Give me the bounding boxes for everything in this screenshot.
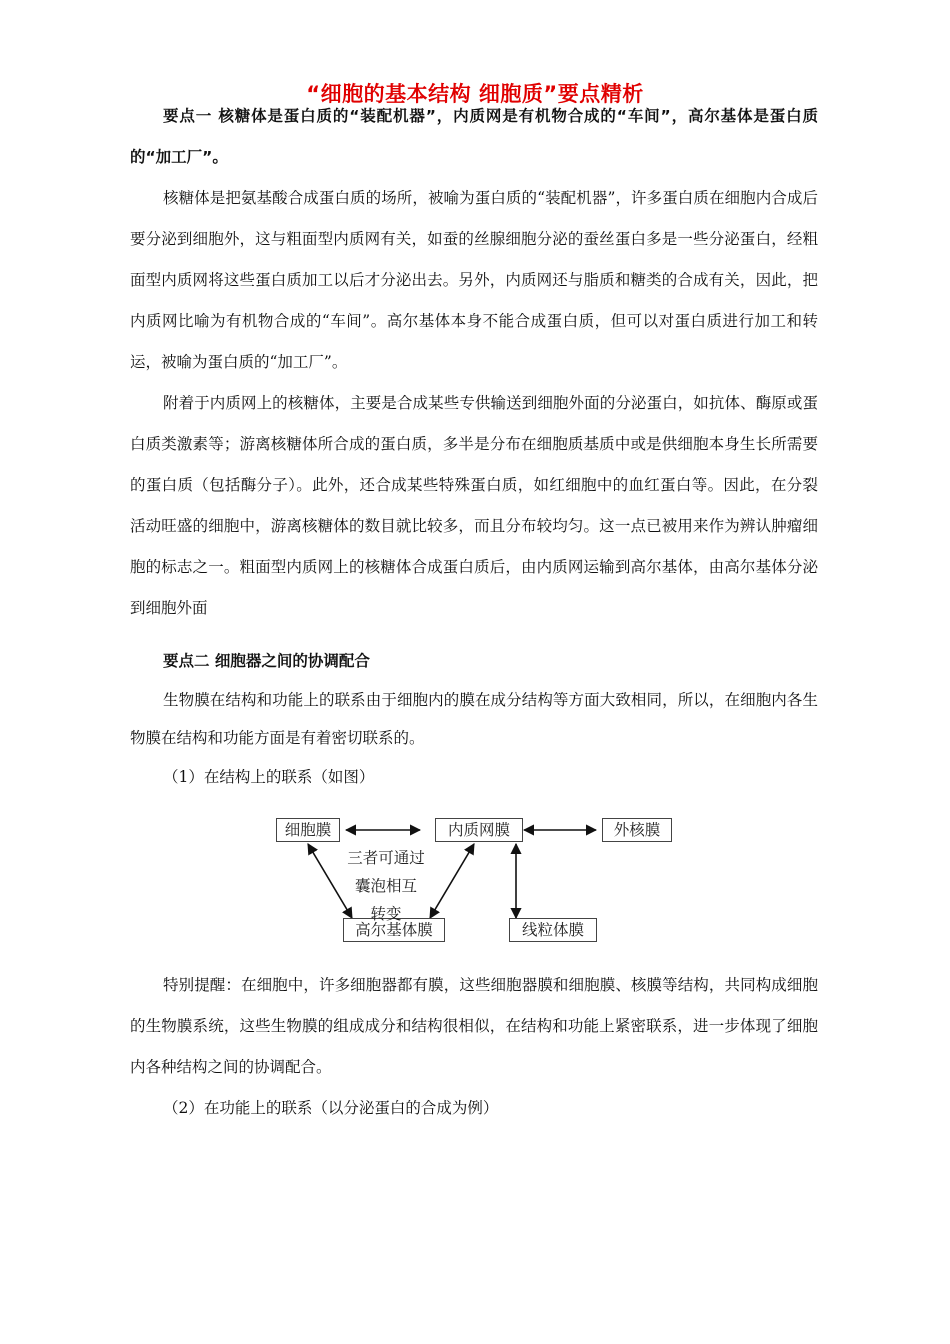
point-one-section xyxy=(130,96,818,629)
point-one-heading: 要点一 核糖体是蛋白质的“装配机器”，内质网是有机物合成的“车间”，高尔基体是蛋白质的“加工厂”。 xyxy=(130,107,818,166)
cell-membrane-box: 细胞膜 xyxy=(276,818,340,842)
special-reminder-paragraph: 特别提醒：在细胞中，许多细胞器都有膜，这些细胞器膜和细胞膜、核膜等结构，共同构成细胞的生物膜系统，这些生物膜的组成成分和结构很相似，在结构和功能上紧密联系，进一步体现了细胞内各种结构之间的协调配合。 xyxy=(130,976,818,1076)
vesicle-note-line-2: 囊泡相互 xyxy=(354,877,417,895)
point-one-paragraph-1: 核糖体是把氨基酸合成蛋白质的场所，被喻为蛋白质的“装配机器”，许多蛋白质在细胞内合成后要分泌到细胞外，这与粗面型内质网有关，如蚕的丝腺细胞分泌的蚕丝蛋白多是一些分泌蛋白，经粗面型内质网将这些蛋白质加工以后才分泌出去。另外，内质网还与脂质和糖类的合成有关，因此，把内质网比喻为有机物合成的“车间”。高尔基体本身不能合成蛋白质，但可以对蛋白质进行加工和转运，被喻为蛋白质的“加工厂”。 xyxy=(130,189,818,371)
point-two-continued xyxy=(130,965,818,1129)
vesicle-note xyxy=(338,844,434,928)
functional-link-subheading: （2）在功能上的联系（以分泌蛋白的合成为例） xyxy=(163,1099,499,1117)
point-two-heading: 要点二 细胞器之间的协调配合 xyxy=(163,652,370,670)
golgi-membrane-box: 高尔基体膜 xyxy=(343,918,445,942)
er-membrane-box: 内质网膜 xyxy=(435,818,523,842)
point-one-paragraph-2: 附着于内质网上的核糖体，主要是合成某些专供输送到细胞外面的分泌蛋白，如抗体、酶原或蛋白质类激素等；游离核糖体所合成的蛋白质，多半是分布在细胞质基质中或是供细胞本身生长所需要的蛋白质（包括酶分子）。此外，还合成某些特殊蛋白质，如红细胞中的血红蛋白等。因此，在分裂活动旺盛的细胞中，游离核糖体的数目就比较多，而且分布较均匀。这一点已被用来作为辨认肿瘤细胞的标志之一。粗面型内质网上的核糖体合成蛋白质后，由内质网运输到高尔基体，由高尔基体分泌到细胞外面 xyxy=(130,394,818,617)
vesicle-note-line-3: 转变 xyxy=(370,905,402,923)
mitochondria-membrane-box: 线粒体膜 xyxy=(509,918,597,942)
page-title: “细胞的基本结构 细胞质”要点精析 xyxy=(306,82,644,106)
point-two-paragraph-1: 生物膜在结构和功能上的联系由于细胞内的膜在成分结构等方面大致相同，所以，在细胞内各生物膜在结构和功能方面是有着密切联系的。 xyxy=(130,691,818,747)
structural-link-subheading: （1）在结构上的联系（如图） xyxy=(163,768,375,786)
point-two-section xyxy=(130,641,818,797)
vesicle-note-line-1: 三者可通过 xyxy=(347,849,425,867)
arrow-er-golgi xyxy=(430,844,474,918)
nuclear-outer-membrane-box: 外核膜 xyxy=(602,818,672,842)
membrane-relation-diagram xyxy=(270,812,690,946)
